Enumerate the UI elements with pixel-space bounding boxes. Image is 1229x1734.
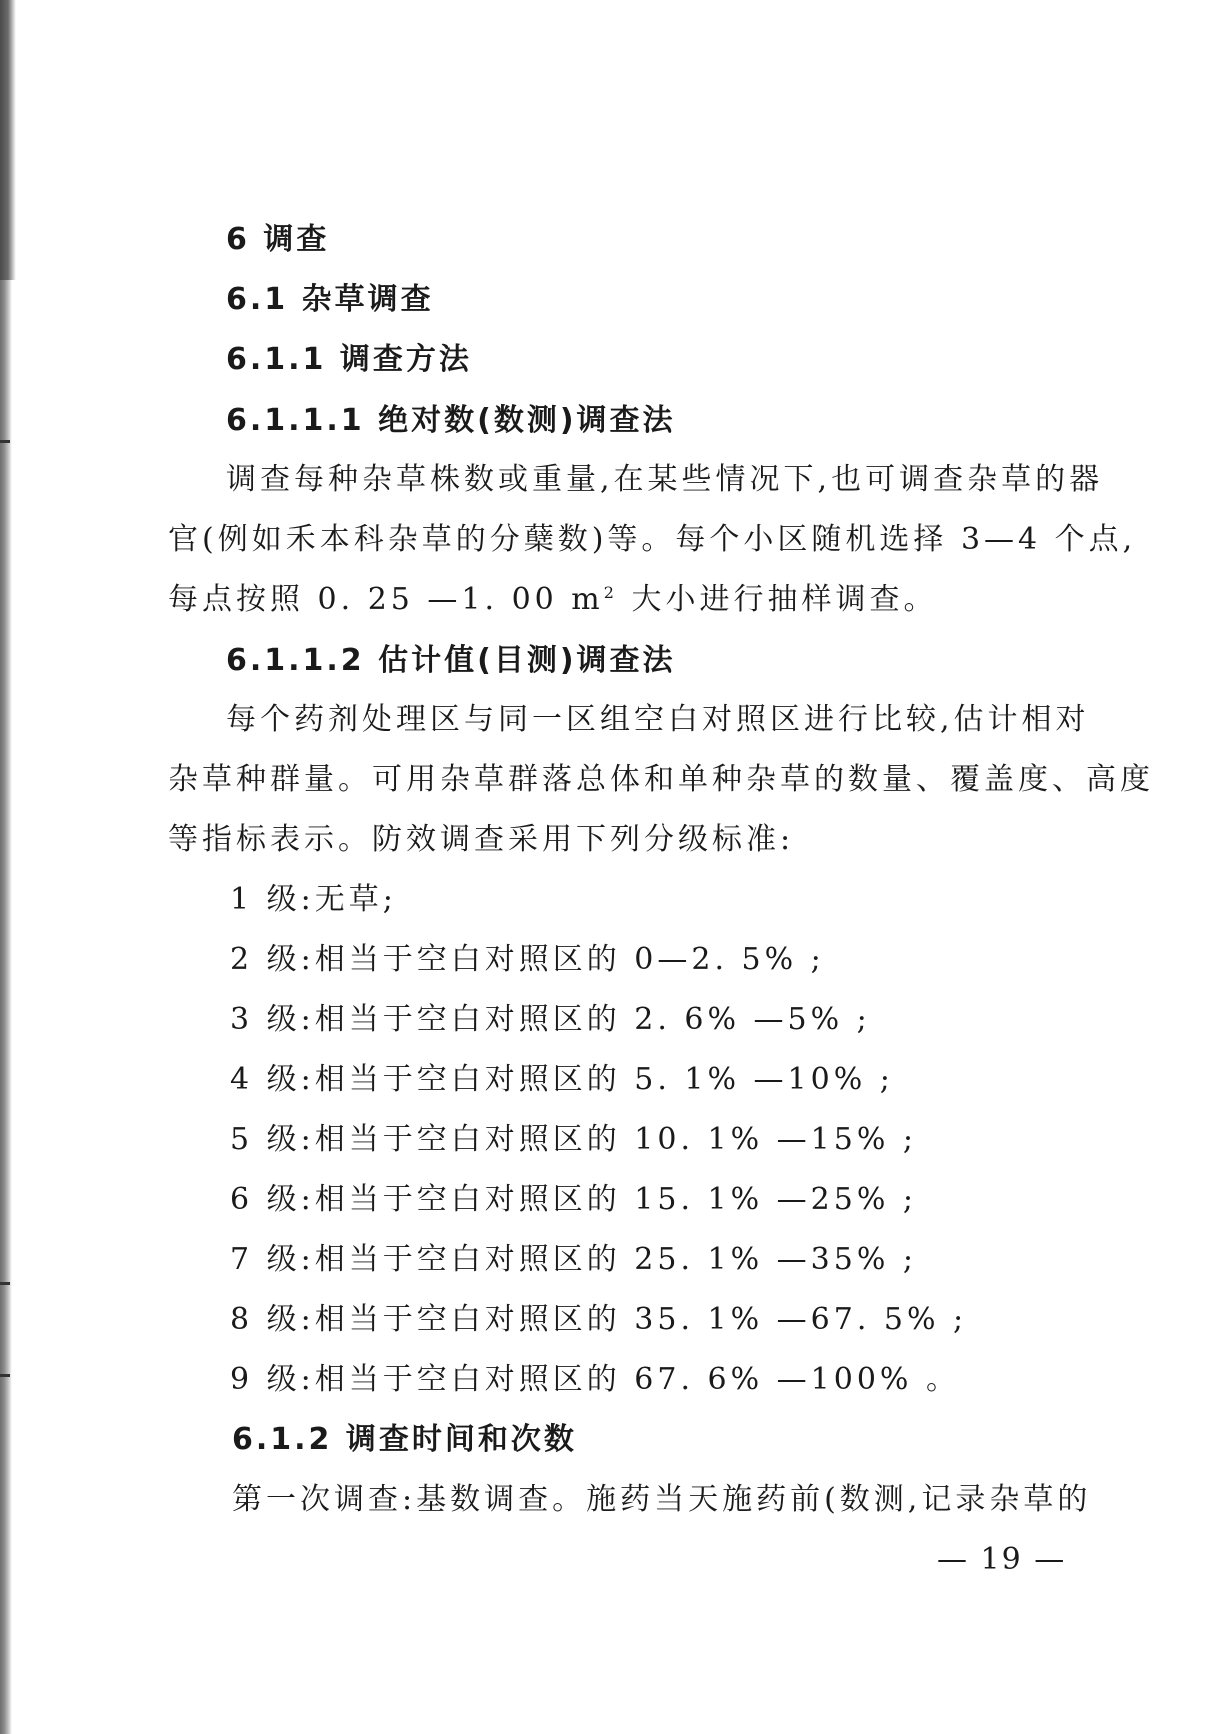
grade-item: 8 级:相当于空白对照区的 35. 1% —67. 5% ; [230,1302,968,1337]
heading-6-1-1-1: 6.1.1.1 绝对数(数测)调查法 [226,403,676,438]
grade-item: 3 级:相当于空白对照区的 2. 6% —5% ; [230,1002,871,1037]
sample-size-text: 每点按照 0. 25 —1. 00 m [168,582,604,617]
paragraph-line: 每个药剂处理区与同一区组空白对照区进行比较,估计相对 [226,702,1090,737]
paragraph-line: 等指标表示。防效调查采用下列分级标准: [168,822,795,857]
heading-6: 6 调查 [226,222,330,257]
heading-6-1-1: 6.1.1 调查方法 [226,342,472,377]
scan-shadow-dark [0,0,16,280]
scan-mark [0,1282,10,1285]
heading-6-1-1-2: 6.1.1.2 估计值(目测)调查法 [226,643,676,678]
sample-size-text-end: 大小进行抽样调查。 [617,582,938,617]
heading-6-1: 6.1 杂草调查 [226,282,434,317]
superscript-exponent: 2 [603,583,618,602]
page-number: — 19 — [937,1542,1067,1577]
grade-item: 2 级:相当于空白对照区的 0—2. 5% ; [230,942,825,977]
grade-item: 9 级:相当于空白对照区的 67. 6% —100% 。 [230,1362,960,1397]
grade-item: 1 级:无草; [230,882,397,917]
grade-item: 5 级:相当于空白对照区的 10. 1% —15% ; [230,1122,917,1157]
heading-6-1-2: 6.1.2 调查时间和次数 [232,1422,577,1457]
grade-item: 7 级:相当于空白对照区的 25. 1% —35% ; [230,1242,917,1277]
grade-item: 6 级:相当于空白对照区的 15. 1% —25% ; [230,1182,917,1217]
paragraph-line [168,582,937,618]
paragraph-line: 第一次调查:基数调查。施药当天施药前(数测,记录杂草的 [232,1482,1092,1517]
scan-mark [0,1374,10,1377]
paragraph-line: 杂草种群量。可用杂草群落总体和单种杂草的数量、覆盖度、高度 [168,762,1154,797]
scan-mark [0,440,10,443]
grade-item: 4 级:相当于空白对照区的 5. 1% —10% ; [230,1062,894,1097]
paragraph-line: 调查每种杂草株数或重量,在某些情况下,也可调查杂草的器 [226,462,1104,497]
paragraph-line: 官(例如禾本科杂草的分蘖数)等。每个小区随机选择 3—4 个点, [168,522,1137,557]
